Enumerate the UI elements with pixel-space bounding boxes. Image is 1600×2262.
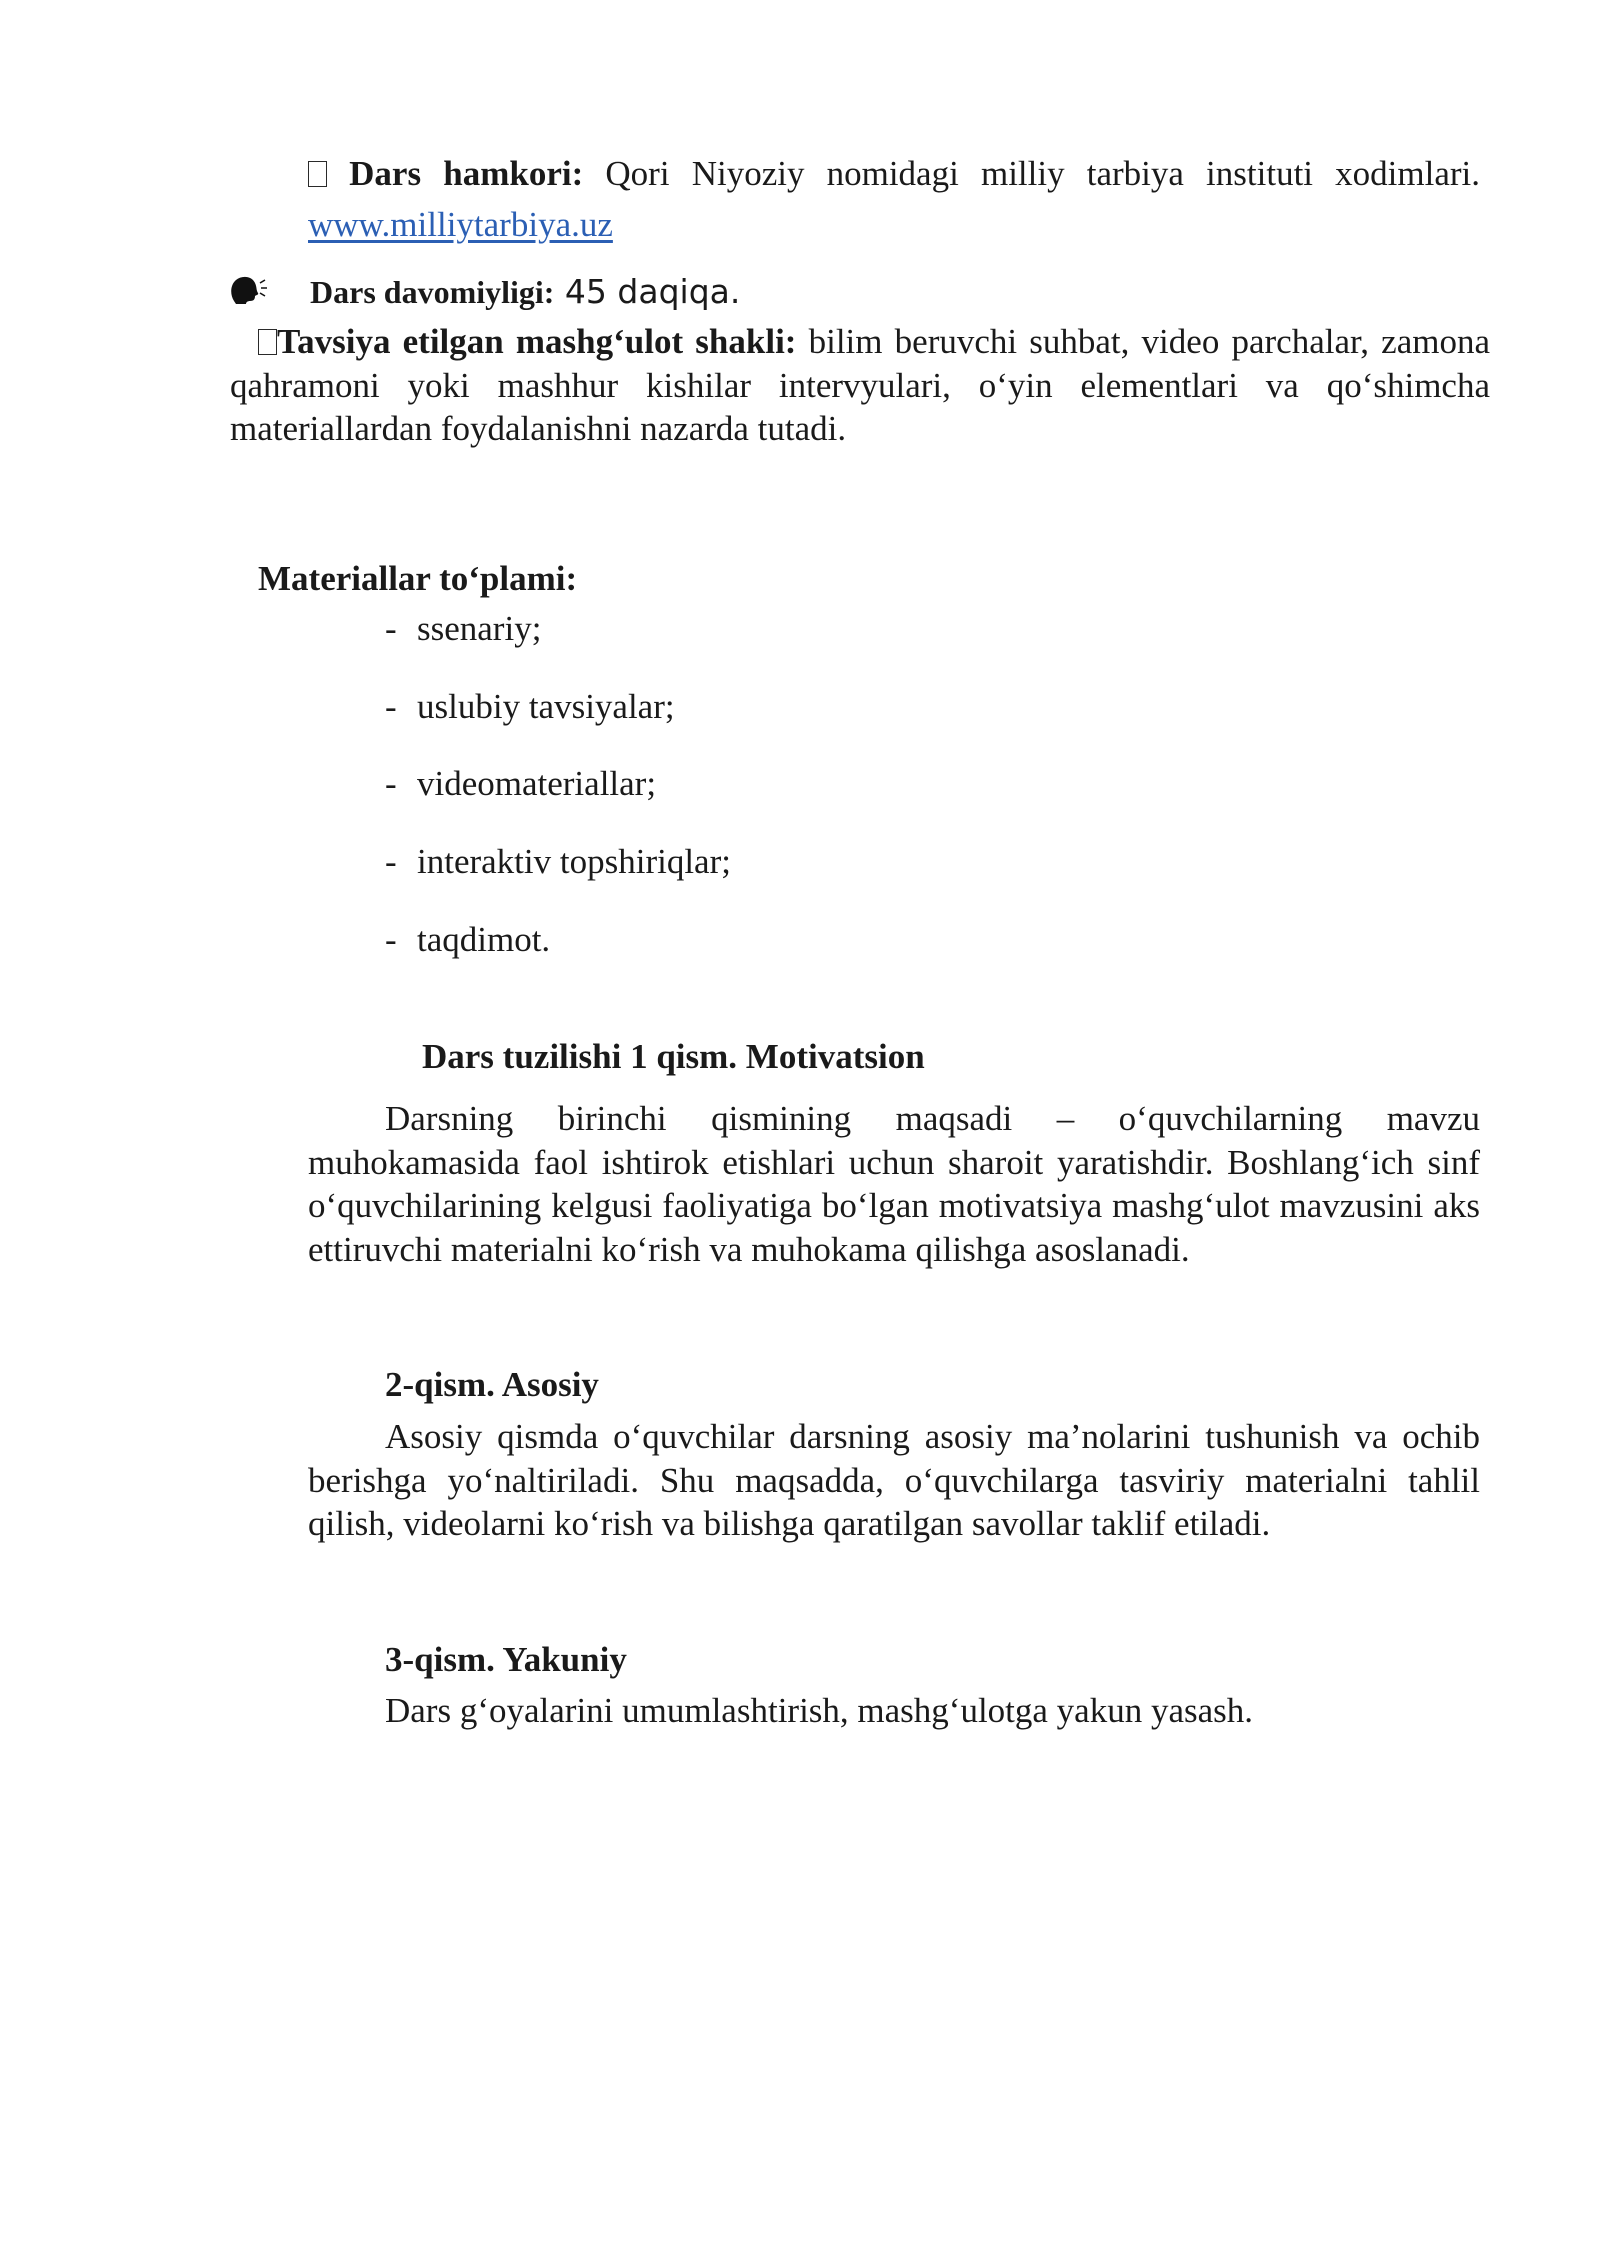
checkbox-glyph-icon bbox=[308, 161, 327, 187]
list-dash: - bbox=[385, 687, 397, 726]
part2-title: 2-qism. Asosiy bbox=[385, 1365, 599, 1404]
duration-line bbox=[310, 270, 740, 314]
materials-title: Materiallar to‘plami: bbox=[258, 559, 578, 598]
partner-label: Dars hamkori: bbox=[349, 154, 584, 193]
partner-link-line bbox=[308, 203, 613, 246]
materials-list-item bbox=[385, 918, 550, 961]
part3-body: Dars g‘oyalarini umumlashtirish, mashg‘ulotga yakun yasash. bbox=[385, 1691, 1254, 1730]
list-dash: - bbox=[385, 842, 397, 881]
materials-item-text: interaktiv topshiriqlar; bbox=[417, 842, 731, 881]
partner-link[interactable]: www.milliytarbiya.uz bbox=[308, 205, 613, 244]
recommended-form-paragraph bbox=[230, 320, 1490, 451]
materials-list-item bbox=[385, 607, 541, 650]
checkbox-glyph-icon bbox=[258, 329, 277, 355]
materials-list-item bbox=[385, 762, 656, 805]
materials-item-text: videomateriallar; bbox=[417, 764, 657, 803]
list-dash: - bbox=[385, 920, 397, 959]
duration-value: 45 daqiqa. bbox=[554, 272, 741, 311]
part1-body: Darsning birinchi qismining maqsadi – o‘quvchilarning mavzu muhokamasida faol ishtirok etishlari uchun sharoit yaratishdir. Boshlang‘ich sinf o‘quvchilarining kelgusi faoliyatiga bo‘lgan motivatsiya mashg‘ulot mavzusini aks ettiruvchi materialni ko‘rish va muhokama qilishga asoslanadi. bbox=[308, 1099, 1480, 1269]
list-dash: - bbox=[385, 609, 397, 648]
speaking-head-icon bbox=[228, 275, 268, 305]
list-dash: - bbox=[385, 764, 397, 803]
part1-title: Dars tuzilishi 1 qism. Motivatsion bbox=[422, 1037, 925, 1076]
partner-text: Qori Niyoziy nomidagi milliy tarbiya instituti xodimlari. bbox=[583, 154, 1481, 193]
form-label: Tavsiya etilgan mashg‘ulot shakli: bbox=[277, 322, 797, 361]
part3-title: 3-qism. Yakuniy bbox=[385, 1640, 627, 1679]
part2-body: Asosiy qismda o‘quvchilar darsning asosiy ma’nolarini tushunish va ochib berishga yo‘naltiriladi. Shu maqsadda, o‘quvchilarga tasviriy materialni tahlil qilish, videolarni ko‘rish va bilishga qaratilgan savollar taklif etiladi. bbox=[308, 1417, 1480, 1543]
materials-item-text: uslubiy tavsiyalar; bbox=[417, 687, 675, 726]
materials-item-text: ssenariy; bbox=[417, 609, 542, 648]
partner-line bbox=[308, 152, 1480, 195]
materials-list-item bbox=[385, 685, 675, 728]
form-text: bilim beruvchi suhbat, video parchalar, zamona qahramoni yoki mashhur kishilar intervyulari, o‘yin elementlari va qo‘shimcha materiallardan foydalanishni nazarda tutadi. bbox=[230, 322, 1490, 448]
materials-item-text: taqdimot. bbox=[417, 920, 551, 959]
duration-label: Dars davomiyligi: bbox=[310, 274, 555, 310]
materials-list-item bbox=[385, 840, 731, 883]
